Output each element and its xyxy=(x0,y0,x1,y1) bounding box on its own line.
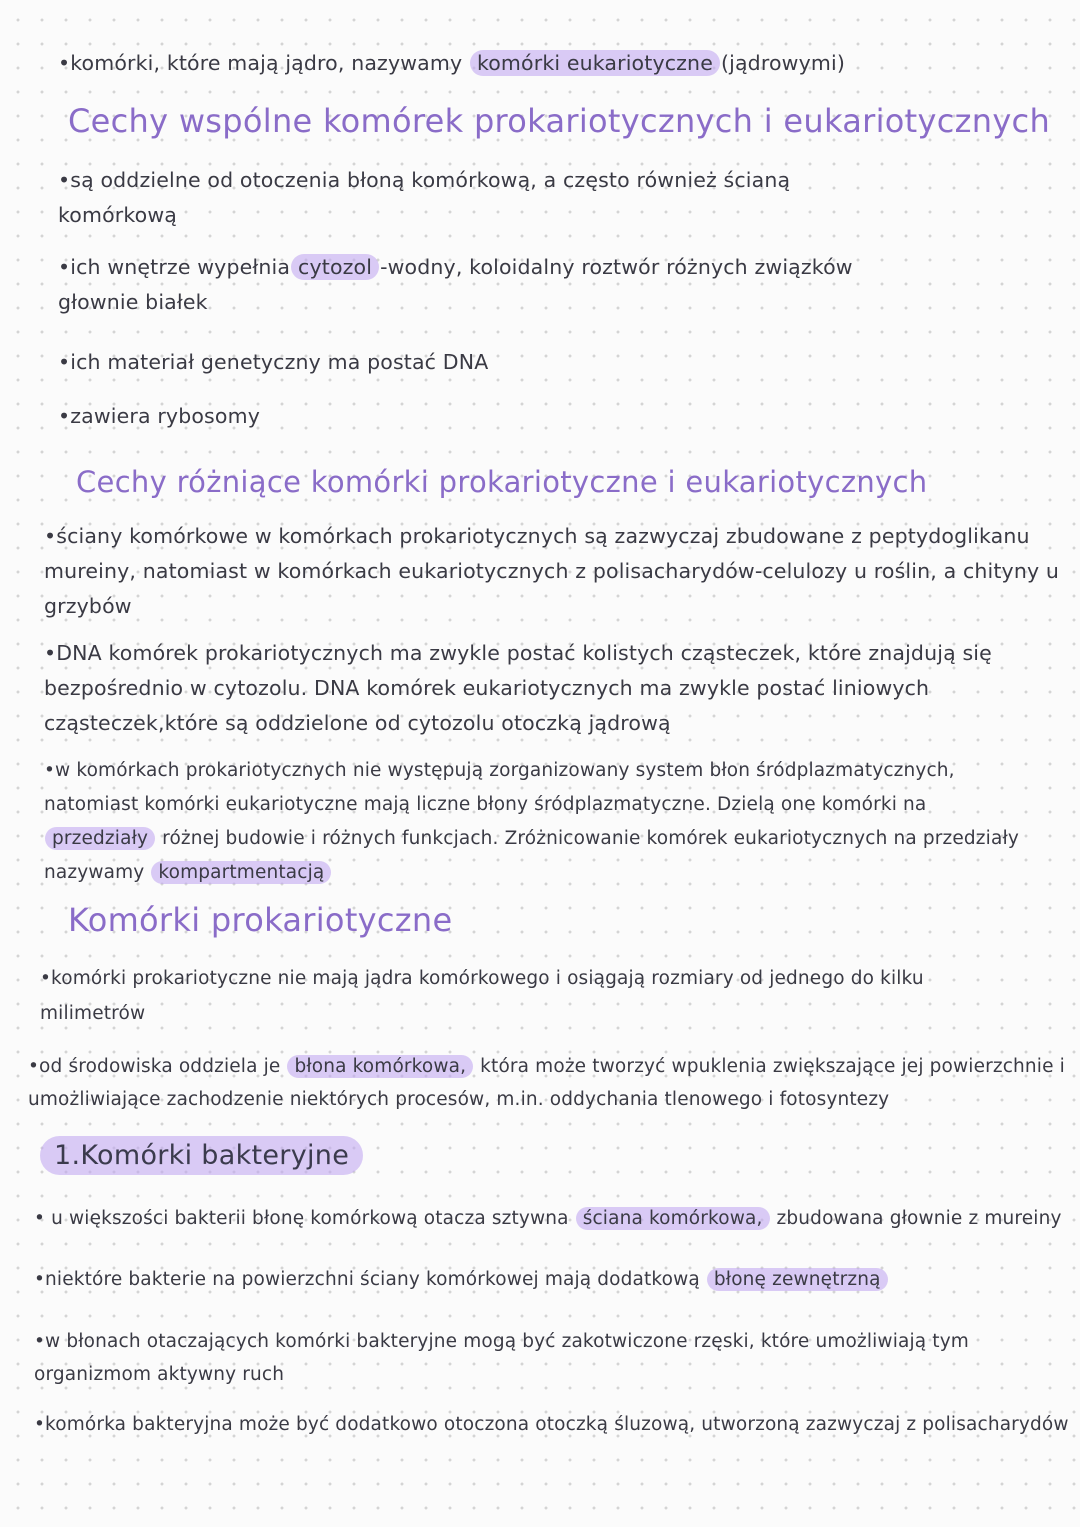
heading-bacterial-cells: 1.Komórki bakteryjne xyxy=(40,1140,363,1171)
heading-prokaryotic-cells: Komórki prokariotyczne xyxy=(68,901,453,939)
common-bullet-ribosomes: •zawiera rybosomy xyxy=(58,404,260,428)
intro-text: •komórki, które mają jądro, nazywamy komórki eukariotyczne (jądrowymi) xyxy=(58,51,845,75)
heading-differences: Cechy różniące komórki prokariotyczne i eukariotycznych xyxy=(76,465,928,499)
highlight-compartmentation: kompartmentacją xyxy=(151,861,331,884)
common-bullet-cytosol: •ich wnętrze wypełnia cytozol -wodny, koloidalny roztwór różnych związków głownie białek xyxy=(58,255,853,314)
prok-bullet-membrane: •od środowiska oddziela je błona komórkowa, która może tworzyć wpuklenia zwiększające jej powierzchnie i umożliwiające zachodzenie niektórych procesów, m.in. oddychania tlenowego i fotosyntezy xyxy=(28,1056,1065,1110)
bact-bullet-cell-wall: • u większości bakterii błonę komórkową otacza sztywna ściana komórkowa, zbudowana głownie z mureiny xyxy=(34,1208,1062,1229)
highlight-cell-wall: ściana komórkowa, xyxy=(576,1207,770,1230)
diff-bullet-membranes: •w komórkach prokariotycznych nie występują zorganizowany system błon śródplazmatycznych, natomiast komórki eukariotyczne mają liczne błony śródplazmatyczne. Dzielą one komórki na przedziały różnej budowie i różnych funkcjach. Zróżnicowanie komórek eukariotycznych na przedziały nazywamy kompartmentacją xyxy=(44,760,1019,883)
highlight-eukaryotic-cells: komórki eukariotyczne xyxy=(470,50,720,76)
highlight-cell-membrane: błona komórkowa, xyxy=(287,1055,473,1078)
highlight-compartments: przedziały xyxy=(45,827,155,850)
highlight-cytosol: cytozol xyxy=(291,254,379,280)
diff-bullet-cell-wall: •ściany komórkowe w komórkach prokariotycznych są zazwyczaj zbudowane z peptydoglikanu mureiny, natomiast w komórkach eukariotycznych z polisacharydów-celulozy u roślin, a chityny u grzybów xyxy=(44,524,1060,618)
highlight-outer-membrane: błonę zewnętrzną xyxy=(707,1268,888,1291)
common-bullet-membrane: •są oddzielne od otoczenia błoną komórkową, a często również ścianą komórkową xyxy=(58,168,791,227)
diff-bullet-dna: •DNA komórek prokariotycznych ma zwykle postać kolistych cząsteczek, które znajdują się bezpośrednio w cytozolu. DNA komórek eukariotycznych ma zwykle postać liniowych cząsteczek,które są oddzielone od cytozolu otoczką jądrową xyxy=(44,641,992,735)
common-bullet-dna: •ich materiał genetyczny ma postać DNA xyxy=(58,350,489,374)
heading-common-features: Cechy wspólne komórek prokariotycznych i eukariotycznych xyxy=(68,102,1051,140)
bact-bullet-outer-membrane: •niektóre bakterie na powierzchni ściany komórkowej mają dodatkową błonę zewnętrzną xyxy=(34,1264,1034,1296)
bact-bullet-capsule: •komórka bakteryjna może być dodatkowo otoczona otoczką śluzową, utworzoną zazwyczaj z polisacharydów xyxy=(34,1414,1069,1435)
bact-bullet-flagella: •w błonach otaczających komórki bakteryjne mogą być zakotwiczone rzęski, które umożliwiają tym organizmom aktywny ruch xyxy=(34,1331,969,1385)
prok-bullet-size: •komórki prokariotyczne nie mają jądra komórkowego i osiągają rozmiary od jednego do kilku milimetrów xyxy=(40,968,924,1024)
